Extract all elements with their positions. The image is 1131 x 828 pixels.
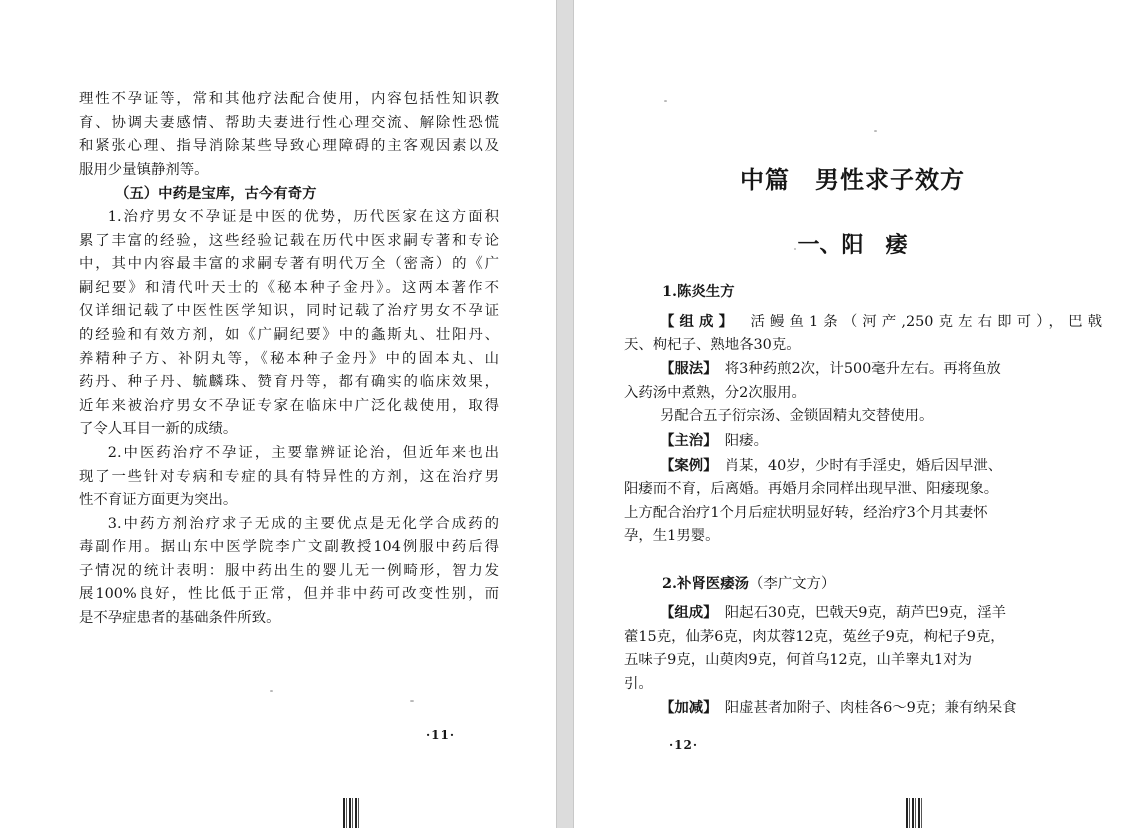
text-line: 2.中医药治疗不孕证，主要靠辨证论治，但近年来也出 — [107, 444, 499, 461]
field-text: 肖某，40岁，少时有手淫史，婚后因早泄、 — [724, 457, 1003, 474]
text-line — [624, 357, 1102, 382]
page-gutter — [556, 0, 574, 828]
text-line: 和紧张心理、指导消除某些导致心理障碍的主客观因素以及 — [79, 138, 499, 155]
recipe-heading-text: 2.补肾医痿汤 — [662, 575, 749, 592]
text-line — [624, 454, 1102, 479]
book-page-right — [574, 0, 1131, 828]
text-line: 中，其中内容最丰富的求嗣专著有明代万全（密斋）的《广 — [79, 256, 499, 273]
text-line: 1.治疗男女不孕证是中医的优势，历代医家在这方面积 — [107, 208, 499, 225]
field-tag: 【案例】 — [660, 456, 711, 474]
text-line: 现了一些针对专病和专症的具有特异性的方剂，这在治疗男 — [79, 468, 499, 485]
section-heading: （五）中药是宝库，古今有奇方 — [115, 185, 317, 203]
recipe-heading — [662, 572, 835, 593]
text-line: 展100%良好，性比低于正常，但并非中药可改变性别，而 — [79, 586, 499, 603]
book-page-left — [0, 0, 556, 828]
field-text: 活鳗鱼1条（河产,250克左右即可），巴戟 — [750, 314, 1102, 330]
text-line — [624, 601, 1102, 626]
text-line: 育、协调夫妻感情、帮助夫妻进行性心理交流、解除性恐慌 — [79, 114, 499, 131]
text-line: 是不孕症患者的基础条件所致。 — [79, 610, 281, 627]
scan-speck — [664, 100, 667, 102]
text-line: 天、枸杞子、熟地各30克。 — [624, 336, 801, 353]
field-tag: 【主治】 — [660, 431, 711, 449]
text-line: 嗣纪要》和清代叶天士的《秘本种子金丹》。这两本著作不 — [79, 279, 499, 296]
text-line: 药丹、种子丹、毓麟珠、赞育丹等，都有确实的临床效果， — [79, 374, 499, 391]
recipe-1-body — [624, 310, 1102, 549]
text-line: 上方配合治疗1个月后症状明显好转，经治疗3个月其妻怀 — [624, 504, 988, 521]
text-line: 孕，生1男婴。 — [624, 528, 720, 545]
text-line: 入药汤中煮熟，分2次服用。 — [624, 384, 806, 401]
field-text: 阳痿。 — [724, 432, 768, 449]
scan-speck — [794, 248, 796, 250]
recipe-heading: 1.陈炎生方 — [662, 283, 735, 300]
text-line: 子情况的统计表明：服中药出生的婴儿无一例畸形，智力发 — [79, 562, 499, 579]
field-text: 阳虚甚者加附子、肉桂各6～9克；兼有纳呆食 — [724, 700, 1017, 717]
text-line — [624, 429, 1102, 454]
page-number: ·11· — [426, 728, 456, 742]
text-line: 五味子9克，山萸肉9克，何首乌12克，山羊睾丸1对为 — [624, 652, 972, 669]
recipe-2-body — [624, 601, 1102, 721]
text-line: 服用少量镇静剂等。 — [79, 161, 209, 178]
text-line: 另配合五子衍宗汤、金锁固精丸交替使用。 — [660, 408, 934, 425]
field-text: 将3种药煎2次，计500毫升左右。再将鱼放 — [724, 361, 1001, 378]
text-line: 理性不孕证等，常和其他疗法配合使用，内容包括性知识教 — [79, 91, 499, 107]
text-line: 引。 — [624, 675, 653, 692]
text-line: 的经验和有效方剂，如《广嗣纪要》中的螽斯丸、壮阳丹、 — [79, 326, 499, 343]
scan-speck — [270, 690, 273, 692]
scan-speck — [410, 700, 414, 702]
text-line — [624, 696, 1102, 721]
text-line: 阳痿而不育，后离婚。再婚月余同样出现早泄、阳痿现象。 — [624, 481, 999, 498]
text-line: 养精种子方、补阴丸等，《秘本种子金丹》中的固本丸、山 — [79, 350, 499, 367]
text-line — [624, 310, 1102, 334]
field-tag: 【组成】 — [660, 604, 711, 621]
binding-edge — [343, 798, 361, 828]
text-line: 毒副作用。据山东中医学院李广文副教授104例服中药后得 — [79, 539, 499, 556]
scan-speck — [874, 130, 877, 132]
text-line: 了令人耳目一新的成绩。 — [79, 421, 238, 438]
field-tag: 【服法】 — [660, 360, 711, 378]
chapter-title: 中篇 男性求子效方 — [740, 165, 965, 194]
binding-edge — [906, 798, 924, 828]
text-line: 性不育证方面更为突出。 — [79, 492, 238, 509]
text-line: 仅详细记载了中医性医学知识，同时记载了治疗男女不孕证 — [79, 303, 499, 320]
text-line: 3.中药方剂治疗求子无成的主要优点是无化学合成药的 — [107, 515, 499, 532]
page-left-text — [79, 88, 499, 631]
recipe-heading-note: （李广文方） — [748, 576, 836, 592]
text-line: 藿15克，仙茅6克，肉苁蓉12克，菟丝子9克，枸杞子9克， — [624, 628, 1005, 645]
text-line: 累了丰富的经验，这些经验记载在历代中医求嗣专著和专论 — [79, 232, 499, 249]
field-text: 阳起石30克，巴戟天9克，葫芦巴9克，淫羊 — [724, 605, 1007, 621]
field-tag: 【组成】 — [660, 313, 731, 330]
field-tag: 【加减】 — [660, 699, 711, 717]
section-title: 一、阳 痿 — [797, 232, 908, 258]
page-number: ·12· — [669, 738, 699, 752]
text-line: 近年来被治疗男女不孕证专家在临床中广泛化裁使用，取得 — [79, 397, 499, 414]
